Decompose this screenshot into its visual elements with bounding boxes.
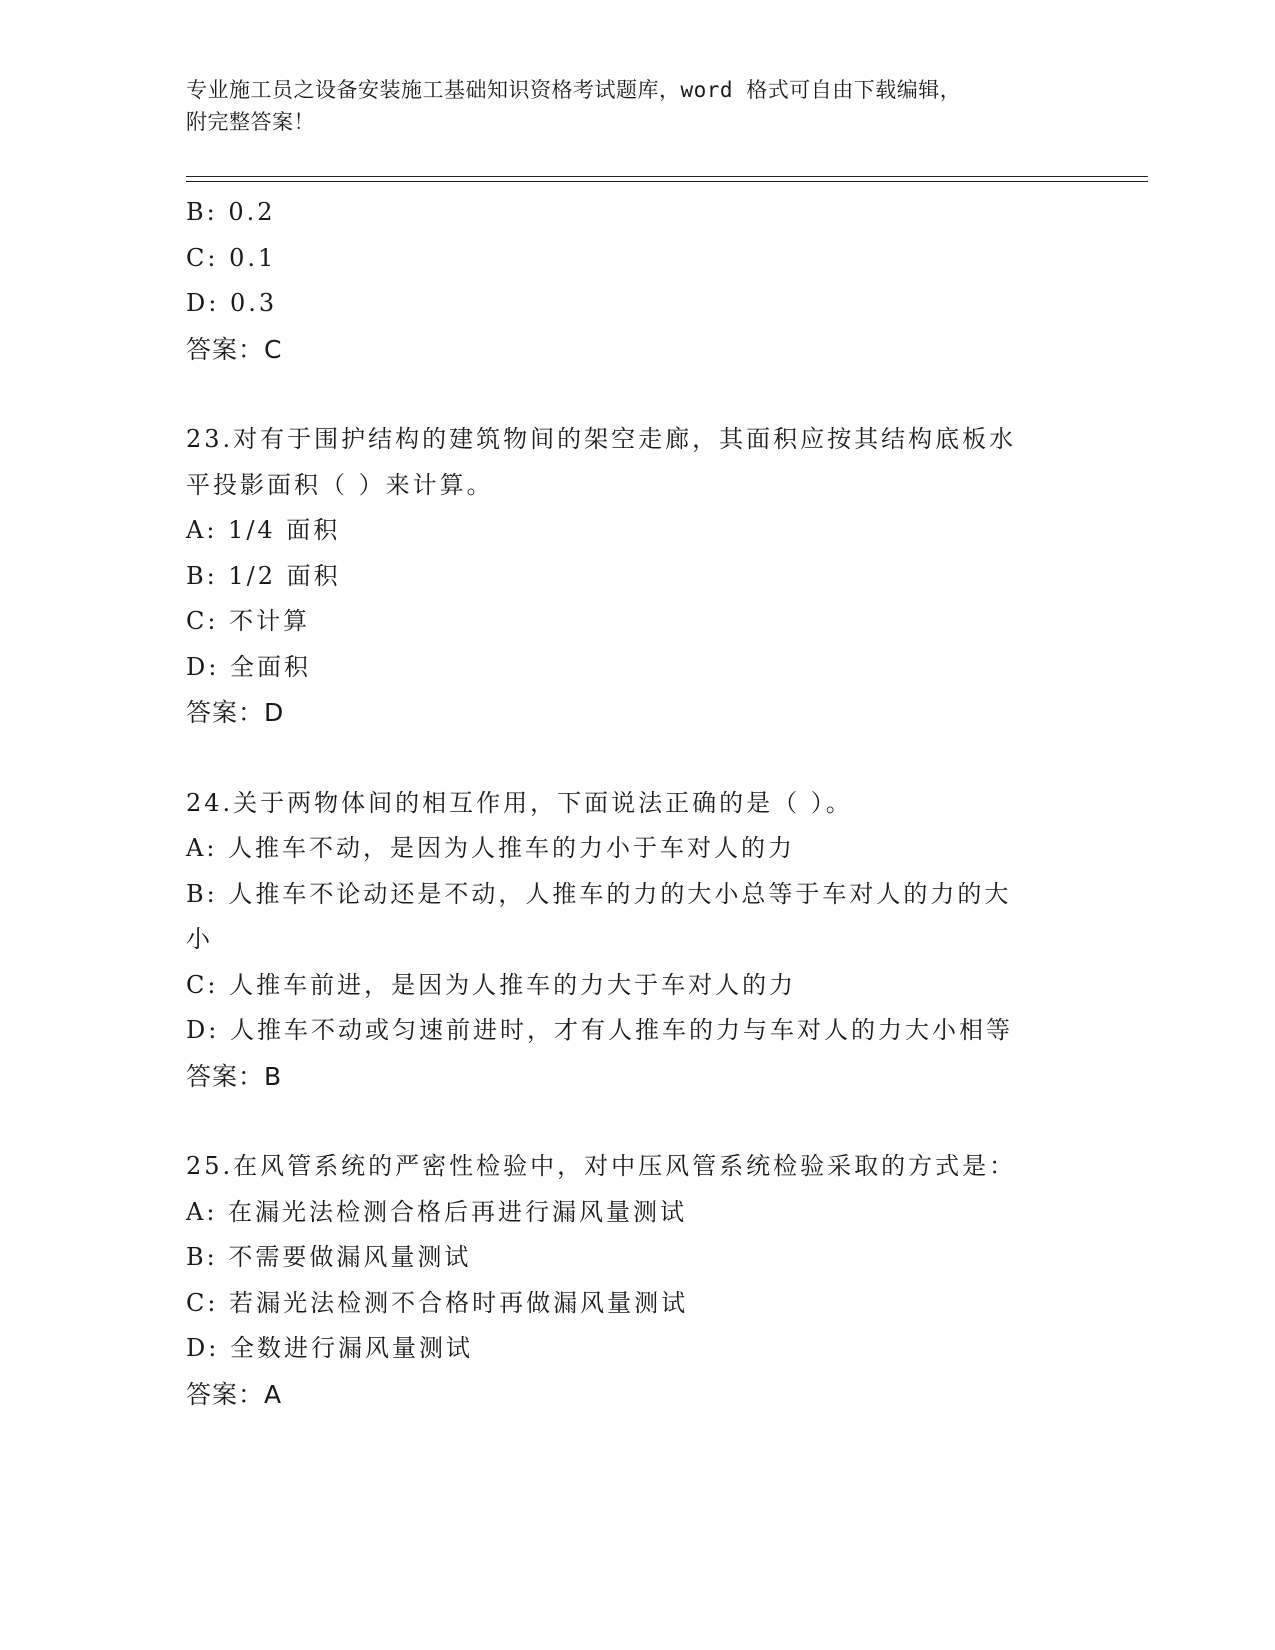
header-divider-top <box>186 176 1148 177</box>
header-line-1: 专业施工员之设备安装施工基础知识资格考试题库，word 格式可自由下载编辑， <box>186 78 962 102</box>
header-line-2: 附完整答案！ <box>186 110 315 134</box>
answer: 答案：A <box>186 1379 283 1409</box>
document-header <box>186 74 1086 138</box>
question-23 <box>186 417 1086 736</box>
option-d: D: 人推车不动或匀速前进时，才有人推车的力与车对人的力大小相等 <box>186 1016 1013 1044</box>
option-d: D: 0.3 <box>186 289 278 317</box>
option-c: C: 人推车前进，是因为人推车的力大于车对人的力 <box>186 970 797 999</box>
option-c: C: 不计算 <box>186 607 311 635</box>
question-text: 25.在风管系统的严密性检验中，对中压风管系统检验采取的方式是： <box>186 1152 1017 1180</box>
header-divider-bottom <box>186 181 1148 182</box>
option-b: B: 0.2 <box>186 198 276 226</box>
option-a: A: 人推车不动，是因为人推车的力小于车对人的力 <box>186 834 796 862</box>
option-a: A: 在漏光法检测合格后再进行漏风量测试 <box>186 1197 688 1226</box>
option-b: B: 不需要做漏风量测试 <box>186 1243 472 1271</box>
option-d: D: 全面积 <box>186 652 311 681</box>
option-d: D: 全数进行漏风量测试 <box>186 1334 473 1362</box>
option-b-line-2: 小 <box>186 925 213 953</box>
question-22 <box>186 190 1086 372</box>
answer: 答案：C <box>186 334 283 364</box>
question-25 <box>186 1144 1086 1417</box>
spacer <box>186 736 1086 781</box>
question-text-line-1: 23.对有于围护结构的建筑物间的架空走廊，其面积应按其结构底板水 <box>186 425 1017 453</box>
question-text: 24.关于两物体间的相互作用，下面说法正确的是（ ）。 <box>186 788 853 817</box>
spacer <box>186 372 1086 417</box>
option-a: A: 1/4 面积 <box>186 516 341 544</box>
question-24 <box>186 781 1086 1100</box>
option-b: B: 1/2 面积 <box>186 561 341 590</box>
option-b-line-1: B: 人推车不论动还是不动，人推车的力的大小总等于车对人的力的大 <box>186 879 1012 908</box>
option-c: C: 0.1 <box>186 243 277 272</box>
option-c: C: 若漏光法检测不合格时再做漏风量测试 <box>186 1288 689 1317</box>
answer: 答案：B <box>186 1061 283 1091</box>
question-list <box>186 190 1086 1417</box>
spacer <box>186 1099 1086 1144</box>
answer: 答案：D <box>186 698 285 727</box>
question-text-line-2: 平投影面积（ ）来计算。 <box>186 470 494 499</box>
